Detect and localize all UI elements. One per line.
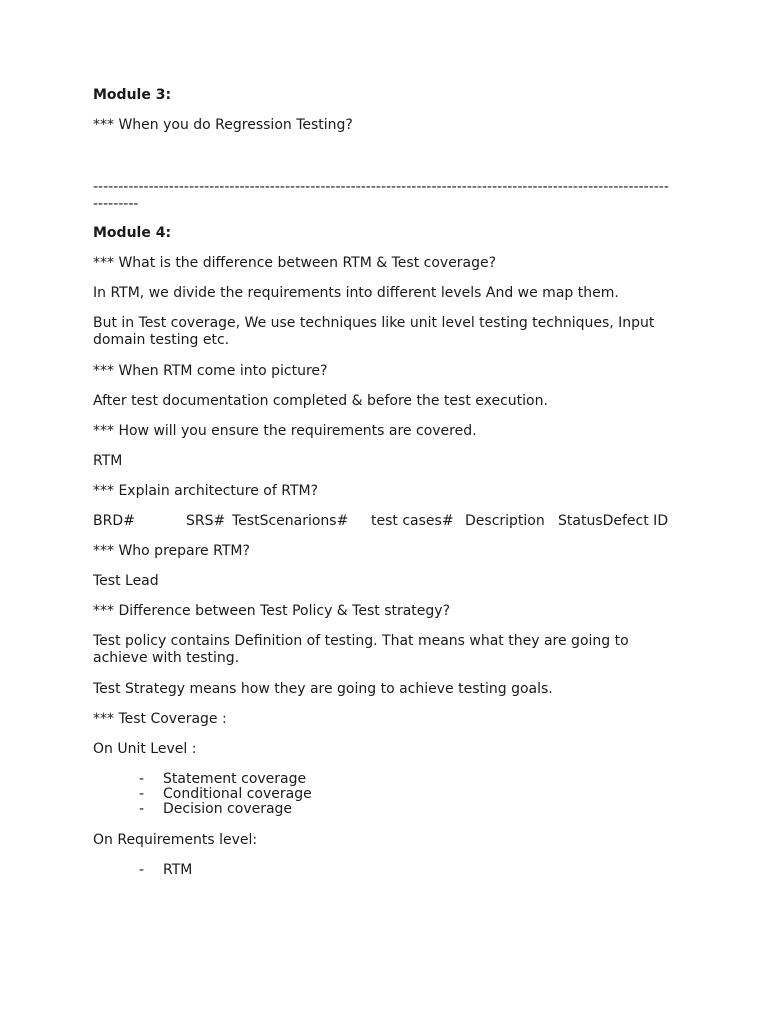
rtm-column-scenarios: TestScenarions# bbox=[232, 513, 349, 529]
bullet-dash: - bbox=[139, 862, 145, 878]
bullet-dash: - bbox=[139, 786, 145, 802]
answer-test-policy: Test policy contains Definition of testing. That means what they are going to achieve with testing. bbox=[93, 633, 629, 666]
question-policy-vs-strategy: *** Difference between Test Policy & Test strategy? bbox=[93, 603, 451, 619]
rtm-column-brd: BRD# bbox=[93, 513, 135, 529]
list-item: Decision coverage bbox=[163, 801, 293, 817]
list-item: Conditional coverage bbox=[163, 786, 312, 802]
requirements-level-label: On Requirements level: bbox=[93, 832, 258, 848]
answer-rtm-picture: After test documentation completed & before the test execution. bbox=[93, 393, 548, 409]
answer-ensure-requirements: RTM bbox=[93, 453, 123, 469]
answer-who-prepares-rtm: Test Lead bbox=[93, 573, 159, 589]
rtm-column-test-cases: test cases# bbox=[371, 513, 454, 529]
rtm-column-status-defect: StatusDefect ID bbox=[558, 513, 669, 529]
answer-test-coverage: But in Test coverage, We use techniques like unit level testing techniques, Input domain testing etc. bbox=[93, 315, 655, 348]
answer-test-strategy: Test Strategy means how they are going to achieve testing goals. bbox=[93, 681, 553, 697]
answer-rtm-levels: In RTM, we divide the requirements into different levels And we map them. bbox=[93, 285, 619, 301]
question-rtm-vs-coverage: *** What is the difference between RTM & Test coverage? bbox=[93, 255, 497, 271]
question-ensure-requirements: *** How will you ensure the requirements are covered. bbox=[93, 423, 477, 439]
separator-line: --------------------------------------------------------------------------------------------------------------------------- bbox=[93, 179, 669, 212]
bullet-dash: - bbox=[139, 771, 145, 787]
module-4-heading: Module 4: bbox=[93, 225, 172, 241]
question-rtm-architecture: *** Explain architecture of RTM? bbox=[93, 483, 319, 499]
unit-level-label: On Unit Level : bbox=[93, 741, 197, 757]
rtm-column-srs: SRS# bbox=[186, 513, 226, 529]
question-who-prepares-rtm: *** Who prepare RTM? bbox=[93, 543, 250, 559]
module-3-question: *** When you do Regression Testing? bbox=[93, 117, 353, 133]
question-test-coverage: *** Test Coverage : bbox=[93, 711, 227, 727]
list-item: RTM bbox=[163, 862, 193, 878]
module-3-heading: Module 3: bbox=[93, 87, 172, 103]
question-rtm-picture: *** When RTM come into picture? bbox=[93, 363, 328, 379]
bullet-dash: - bbox=[139, 801, 145, 817]
list-item: Statement coverage bbox=[163, 771, 307, 787]
rtm-column-description: Description bbox=[465, 513, 545, 529]
